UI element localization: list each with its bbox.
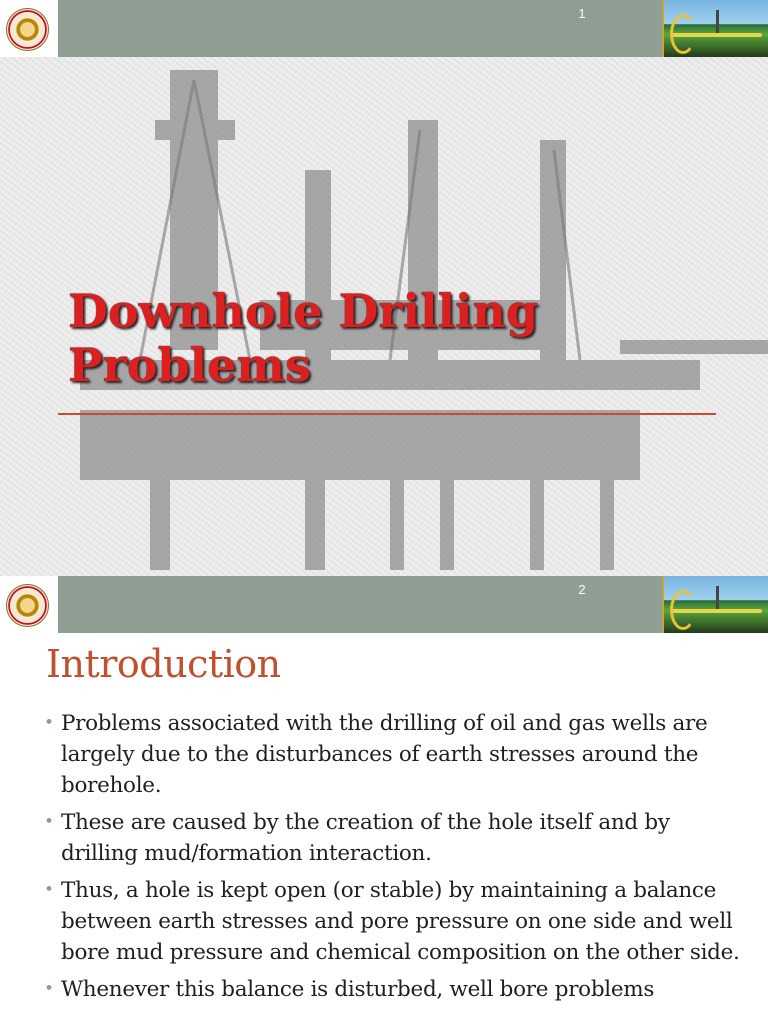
list-item: • These are caused by the creation of the hole itself and by drilling mud/formation interaction. — [44, 807, 744, 869]
university-seal-icon — [6, 8, 49, 51]
bullet-list — [44, 708, 744, 1011]
page-title — [68, 284, 538, 393]
slide-2 — [0, 576, 768, 1024]
title-divider — [58, 413, 716, 415]
geoscience-logo-icon — [662, 576, 768, 633]
university-logo — [0, 0, 58, 57]
title-line-1: Downhole Drilling — [68, 284, 539, 338]
bullet-icon: • — [44, 979, 54, 999]
university-seal-icon — [6, 584, 49, 627]
slide-header-bar — [0, 576, 768, 633]
bullet-icon: • — [44, 713, 54, 733]
list-item: • Whenever this balance is disturbed, well bore problems — [44, 974, 744, 1005]
section-heading: Introduction — [46, 642, 281, 686]
geoscience-logo-icon — [662, 0, 768, 57]
slide-header-bar — [0, 0, 768, 57]
list-item: • Problems associated with the drilling of oil and gas wells are largely due to the disturbances of earth stresses around the borehole. — [44, 708, 744, 801]
slide-number: 1 — [578, 6, 586, 21]
university-logo — [0, 576, 58, 633]
title-line-2: Problems — [68, 338, 311, 393]
list-item: • Thus, a hole is kept open (or stable) by maintaining a balance between earth stresses and pore pressure on one side and well bore mud pressure and chemical composition on the other side. — [44, 875, 744, 968]
bullet-icon: • — [44, 812, 54, 832]
bullet-icon: • — [44, 880, 54, 900]
slide-number: 2 — [578, 582, 586, 597]
